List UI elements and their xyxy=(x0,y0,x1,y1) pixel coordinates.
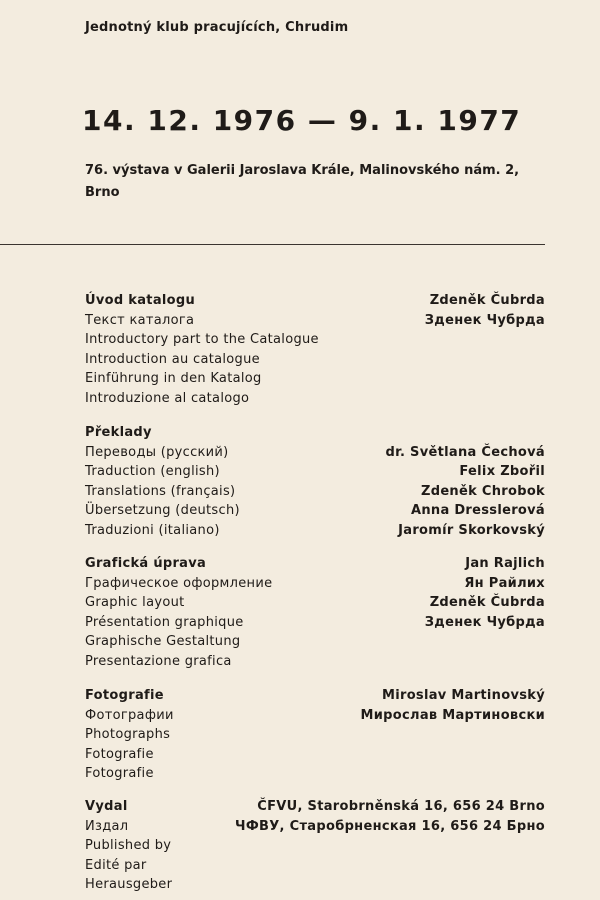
section-label: Presentazione grafica xyxy=(85,653,232,669)
section-names xyxy=(425,291,545,330)
section-names xyxy=(235,797,545,836)
credit-name: Anna Dresslerová xyxy=(410,503,545,518)
section-label: Текст каталога xyxy=(85,312,195,328)
credit-name: Zdeněk Čubrda xyxy=(429,293,545,308)
section-labels xyxy=(85,554,272,671)
section-labels xyxy=(85,686,174,784)
credit-name: Зденек Чубрда xyxy=(424,614,545,630)
section-heading: Vydal xyxy=(85,799,128,814)
credit-name: Мирослав Мартиновски xyxy=(360,707,545,723)
venue-line: 76. výstava v Galerii Jaroslava Krále, Malinovského nám. 2, Brno xyxy=(85,163,520,200)
section-label: Traduction (english) xyxy=(85,464,220,479)
credit-name: Miroslav Martinovský xyxy=(381,688,545,703)
section-heading: Úvod katalogu xyxy=(85,293,196,308)
section-label: Фотографии xyxy=(85,707,174,723)
exhibition-dates: 14. 12. 1976 — 9. 1. 1977 xyxy=(82,104,522,137)
section-heading: Fotografie xyxy=(85,688,164,703)
section-label: Introduzione al catalogo xyxy=(85,390,250,406)
section-label: Traduzioni (italiano) xyxy=(85,522,220,538)
section-names xyxy=(425,554,545,632)
section-heading: Grafická úprava xyxy=(85,556,207,571)
credit-name: Jaromír Skorkovský xyxy=(398,522,545,538)
credit-name: Zdeněk Chrobok xyxy=(420,483,545,499)
section-label: Published by xyxy=(85,838,172,853)
section-label: Herausgeber xyxy=(85,877,173,892)
section-label: Introductory part to the Catalogue xyxy=(85,332,319,347)
section-label: Photographs xyxy=(85,727,171,742)
divider xyxy=(0,244,545,245)
section-heading: Překlady xyxy=(85,425,152,440)
credit-name: Ян Райлих xyxy=(464,575,545,591)
credit-name: Jan Rajlich xyxy=(465,556,545,571)
section-labels xyxy=(85,291,319,408)
credit-name: Зденек Чубрда xyxy=(424,312,545,328)
section-labels xyxy=(85,423,240,540)
section-label: Fotografie xyxy=(85,766,154,781)
section-label: Edité par xyxy=(85,857,147,873)
section-label: Présentation graphique xyxy=(85,614,244,630)
credit-name: Felix Zbořil xyxy=(459,464,545,479)
credit-name: ČFVU, Starobrněnská 16, 656 24 Brno xyxy=(257,799,545,814)
section-label: Издал xyxy=(85,818,129,834)
section-label: Fotografie xyxy=(85,746,154,762)
section-label: Переводы (русский) xyxy=(85,444,229,460)
credit-name: Zdeněk Čubrda xyxy=(429,595,545,610)
section-label: Translations (français) xyxy=(85,483,236,499)
section-names xyxy=(386,423,545,540)
section-label: Graphische Gestaltung xyxy=(85,634,241,649)
section-labels xyxy=(85,797,172,895)
organizer-line: Jednotný klub pracujících, Chrudim xyxy=(85,20,349,35)
section-names xyxy=(361,686,545,725)
credit-name: dr. Světlana Čechová xyxy=(385,444,545,460)
section-label: Графическое оформление xyxy=(85,575,273,591)
section-label: Einführung in den Katalog xyxy=(85,371,262,386)
credit-name xyxy=(386,423,545,443)
section-label: Introduction au catalogue xyxy=(85,351,260,367)
section-label: Graphic layout xyxy=(85,595,185,610)
credit-name: ЧФВУ, Старобрненская 16, 656 24 Брно xyxy=(235,818,545,834)
section-label: Übersetzung (deutsch) xyxy=(85,503,240,518)
